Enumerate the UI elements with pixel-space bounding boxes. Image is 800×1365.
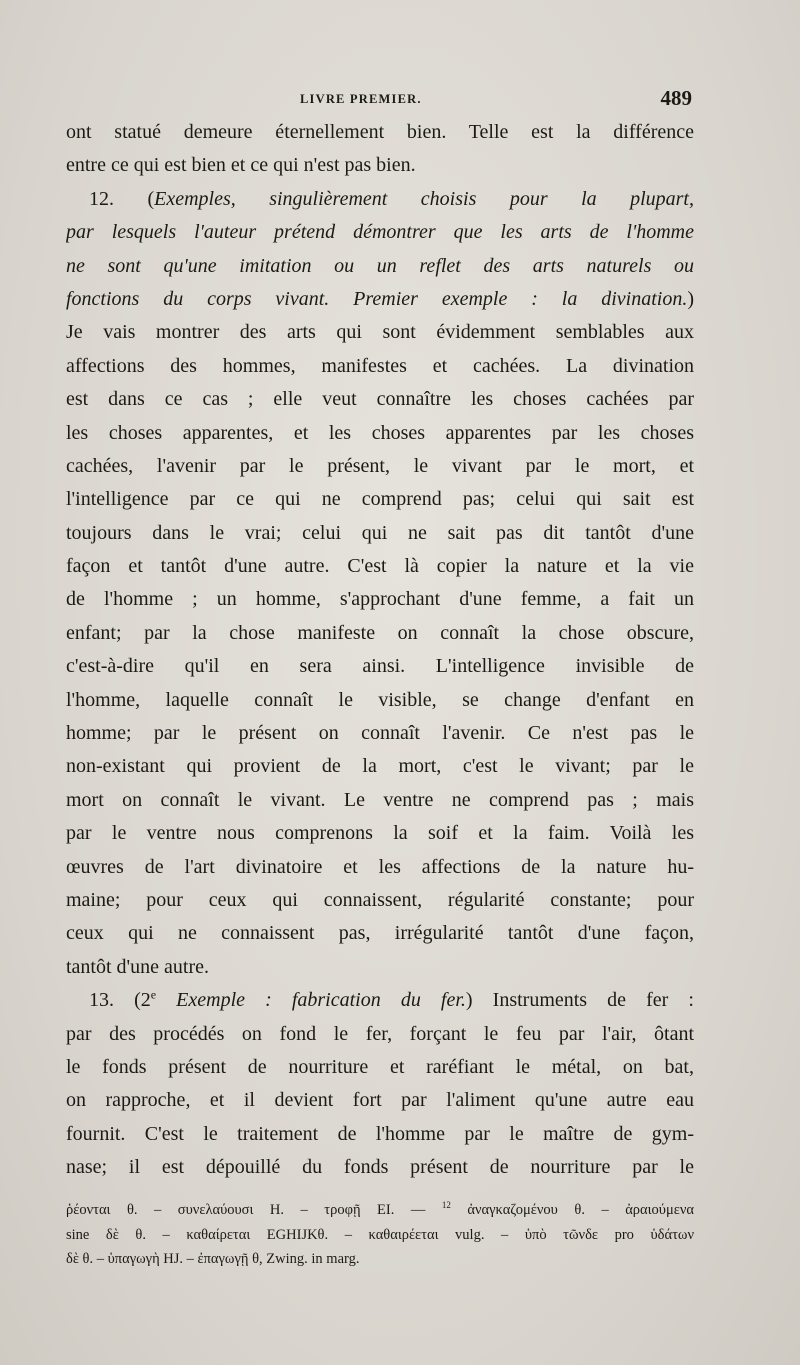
- note-line: sine δὲ θ. – καθαίρεται EGHIJKθ. – καθαιρέεται vulg. – ὑπὸ τῶνδε pro ὑδάτων: [66, 1226, 694, 1243]
- section-title-italic: fonctions du corps vivant. Premier exemple : la divination.: [66, 287, 688, 310]
- text-line: les choses apparentes, et les choses apparentes par les choses: [66, 421, 694, 444]
- page-number: 489: [660, 86, 692, 110]
- text-line: l'homme, laquelle connaît le visible, se change d'enfant en: [66, 688, 694, 711]
- text-line: par lesquels l'auteur prétend démontrer que les arts de l'homme: [66, 221, 694, 244]
- text-line: Je vais montrer des arts qui sont évidemment semblables aux: [66, 321, 694, 344]
- paren-close: ): [687, 287, 694, 310]
- text-line: entre ce qui est bien et ce qui n'est pas bien.: [66, 154, 416, 177]
- text-line: ont statué demeure éternellement bien. Telle est la différence: [66, 121, 694, 143]
- section-13-heading: [66, 984, 694, 1017]
- text-line: nase; il est dépouillé du fonds présent de nourriture par le: [66, 1156, 694, 1179]
- text-line: cachées, l'avenir par le présent, le vivant par le mort, et: [66, 454, 694, 477]
- text-line: on rapproche, et il devient fort par l'aliment qu'une autre eau: [66, 1089, 694, 1112]
- text-line: non-existant qui provient de la mort, c'est le vivant; par le: [66, 755, 694, 778]
- text-line: par le ventre nous comprenons la soif et la faim. Voilà les: [66, 822, 694, 845]
- text-line: maine; pour ceux qui connaissent, régularité constante; pour: [66, 888, 694, 911]
- text-line: ceux qui ne connaissent pas, irrégularité tantôt d'une façon,: [66, 922, 694, 945]
- text-line: ne sont qu'une imitation ou un reflet des arts naturels ou: [66, 254, 694, 277]
- section-title-italic: Exemple : fabrication du fer.: [156, 989, 466, 1012]
- note-text: ἀναγκαζομένου θ. – ἀραιούμενα: [450, 1202, 694, 1218]
- section-number: 13. (2: [89, 989, 151, 1012]
- text-line: est dans ce cas ; elle veut connaître les choses cachées par: [66, 388, 694, 411]
- section-12-heading: [66, 183, 694, 216]
- text-line: mort on connaît le vivant. Le ventre ne comprend pas ; mais: [66, 788, 694, 811]
- running-head: [66, 86, 694, 108]
- note-line: δὲ θ. – ὑπαγωγὴ HJ. – ἐπαγωγῇ θ, Zwing. in marg.: [66, 1251, 360, 1267]
- note-line: [66, 1198, 694, 1223]
- text-line: façon et tantôt d'une autre. C'est là copier la nature et la vie: [66, 555, 694, 578]
- text-line: [66, 283, 694, 316]
- note-number: 12: [441, 1200, 451, 1211]
- section-title-italic: Exemples, singulièrement choisis pour la plupart,: [154, 187, 694, 210]
- critical-apparatus: [66, 1198, 694, 1272]
- text-line: tantôt d'une autre.: [66, 955, 209, 978]
- text-line: c'est-à-dire qu'il en sera ainsi. L'intelligence invisible de: [66, 655, 694, 678]
- text-run: ) Instruments de fer :: [465, 989, 694, 1012]
- section-number: 12. (: [89, 187, 155, 210]
- main-text: [66, 116, 694, 1185]
- note-text: ῥέονται θ. – συνελαύουσι H. – τροφῇ EI. —: [66, 1202, 442, 1218]
- text-line: de l'homme ; un homme, s'approchant d'une femme, a fait un: [66, 588, 694, 611]
- running-title: LIVRE PREMIER.: [300, 92, 422, 106]
- text-line: toujours dans le vrai; celui qui ne sait pas dit tantôt d'une: [66, 521, 694, 544]
- text-line: par des procédés on fond le fer, forçant le feu par l'air, ôtant: [66, 1022, 694, 1045]
- text-line: le fonds présent de nourriture et raréfiant le métal, on bat,: [66, 1055, 694, 1078]
- text-line: enfant; par la chose manifeste on connaît la chose obscure,: [66, 621, 694, 644]
- text-line: affections des hommes, manifestes et cachées. La divination: [66, 354, 694, 377]
- superscript: e: [150, 987, 157, 1002]
- text-line: homme; par le présent on connaît l'avenir. Ce n'est pas le: [66, 722, 694, 745]
- text-line: l'intelligence par ce qui ne comprend pas; celui qui sait est: [66, 488, 694, 511]
- text-line: œuvres de l'art divinatoire et les affections de la nature hu-: [66, 855, 694, 878]
- text-line: fournit. C'est le traitement de l'homme par le maître de gym-: [66, 1122, 694, 1145]
